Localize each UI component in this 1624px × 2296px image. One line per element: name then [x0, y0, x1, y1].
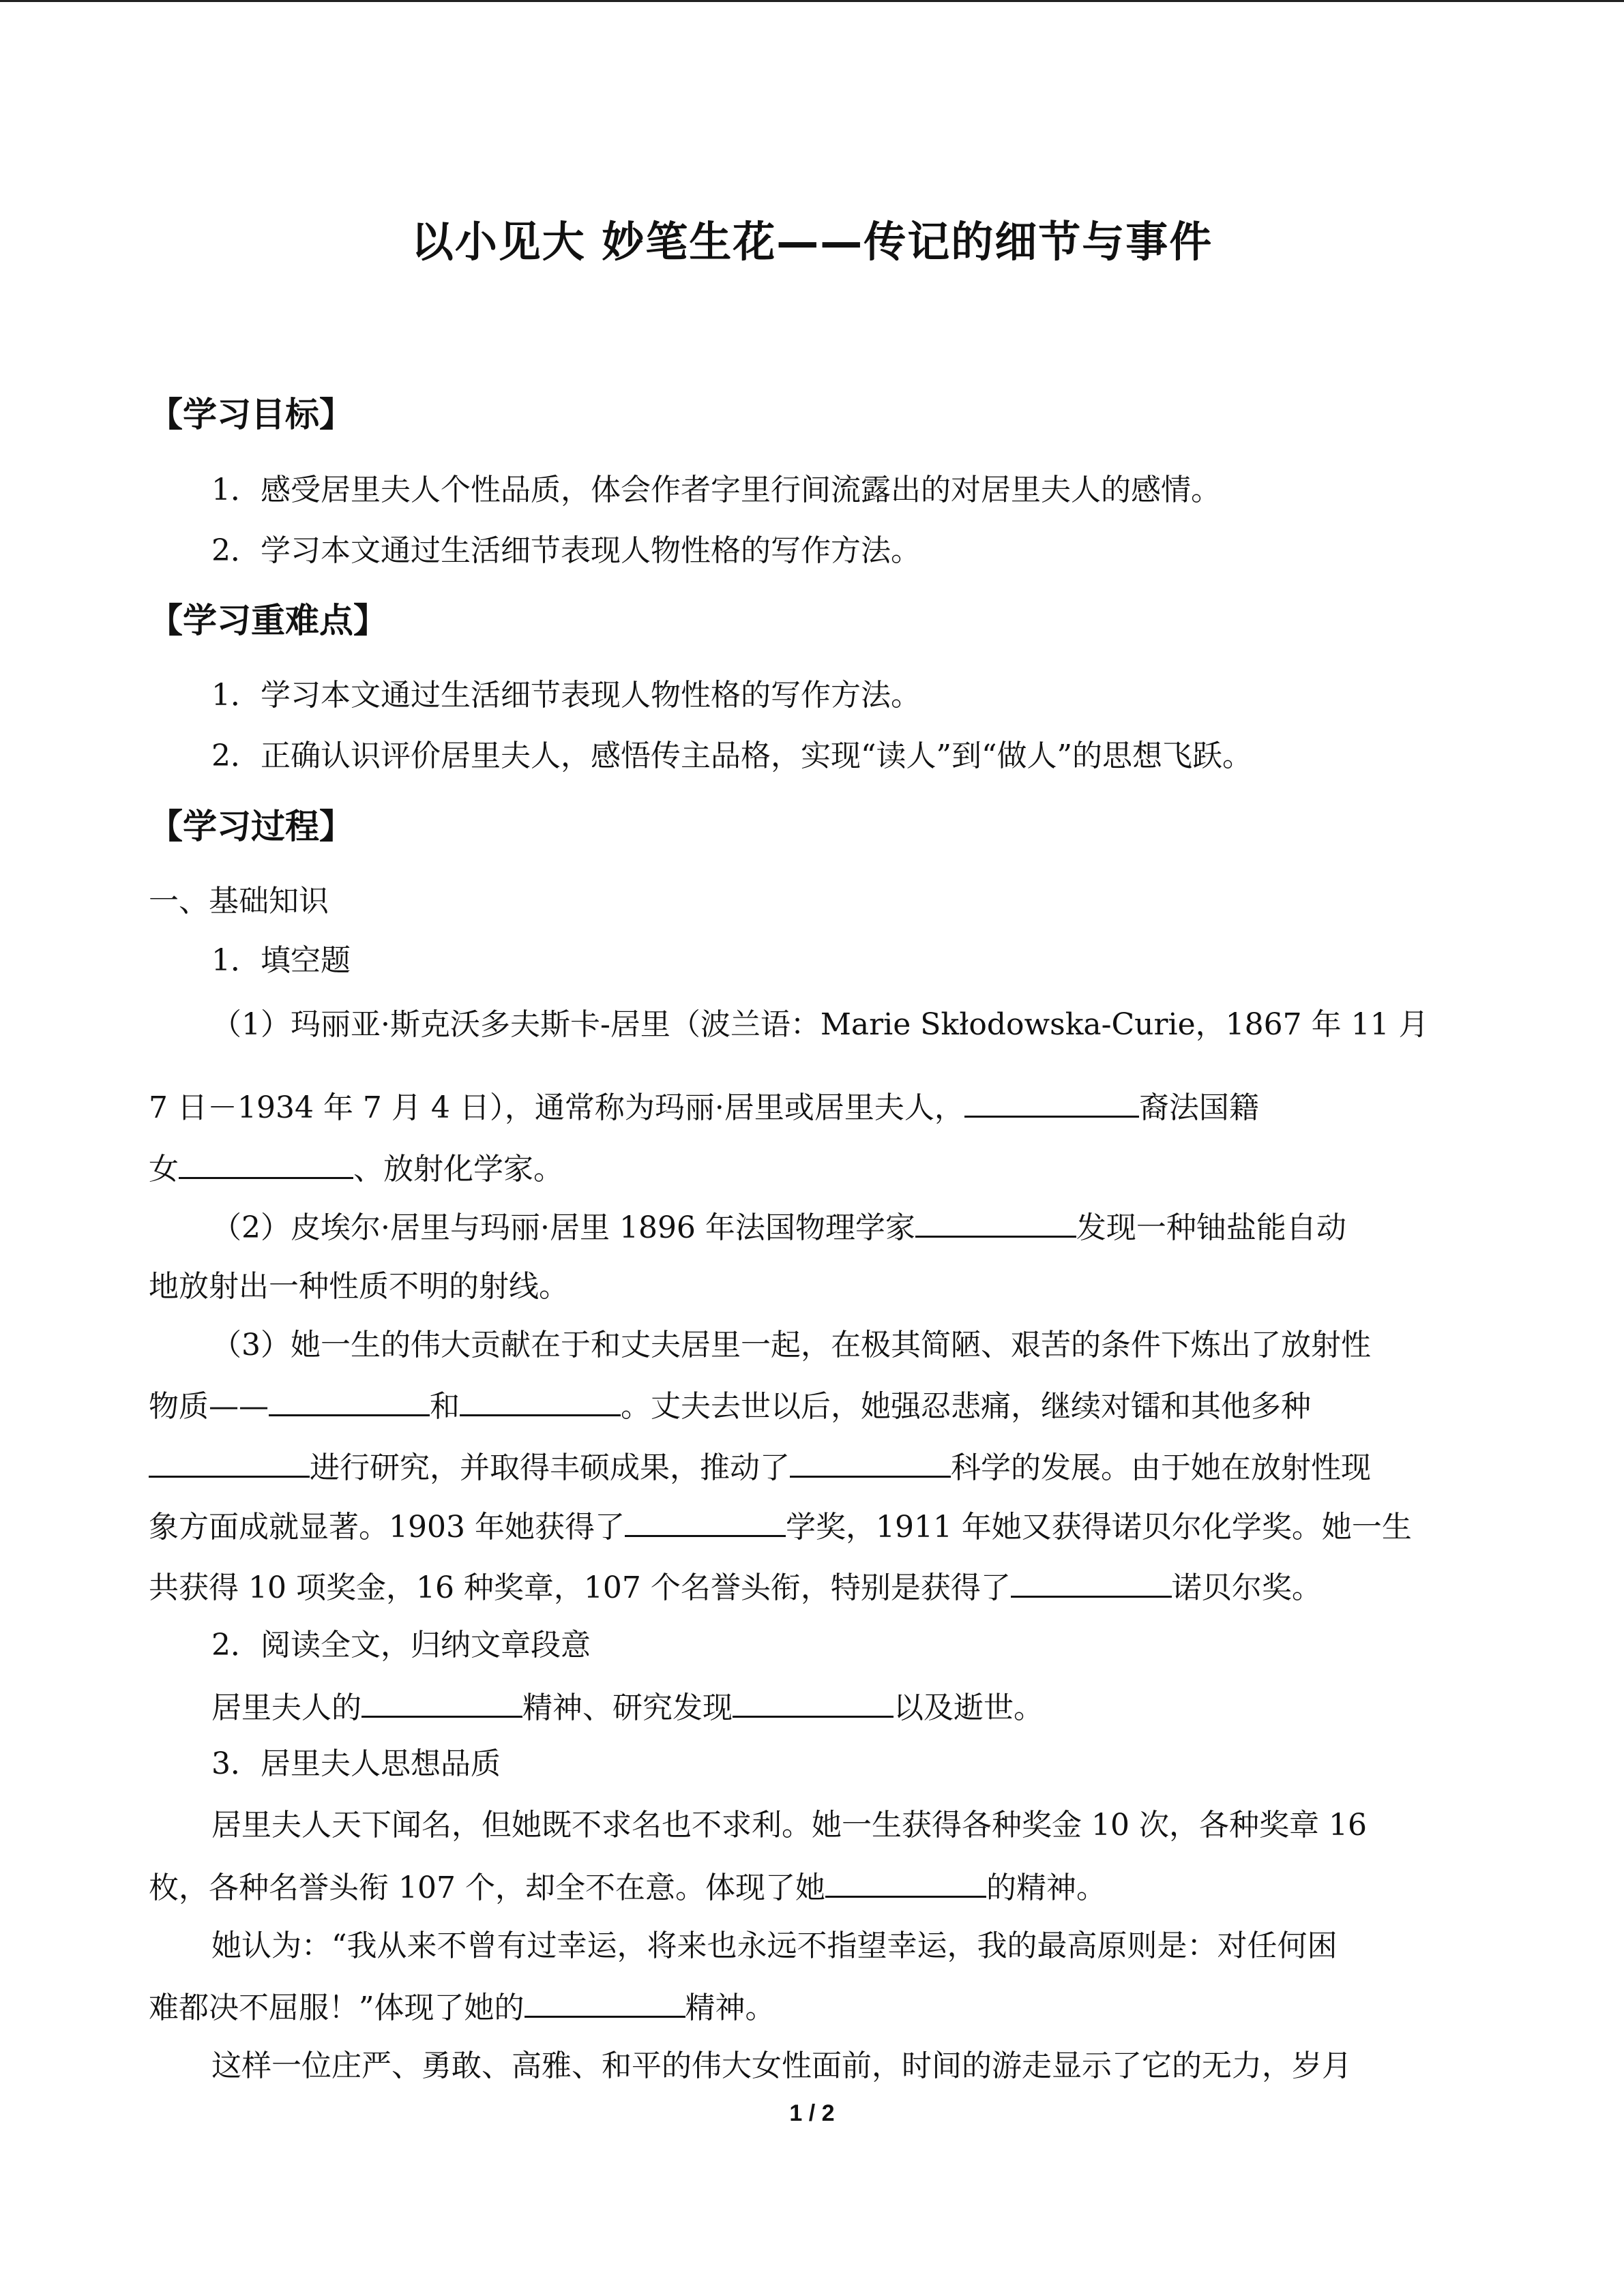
- answer-blank[interactable]: [625, 1510, 786, 1537]
- answer-blank[interactable]: [964, 1091, 1139, 1118]
- key-point-item: 1．学习本文通过生活细节表现人物性格的写作方法。: [211, 678, 921, 713]
- answer-blank[interactable]: [361, 1691, 522, 1718]
- goals-heading: 【学习目标】: [149, 395, 353, 434]
- answer-blank[interactable]: [733, 1691, 894, 1718]
- part-one-heading: 一、基础知识: [149, 884, 329, 919]
- answer-blank[interactable]: [525, 1991, 685, 2018]
- q3-line-b: 枚，各种名誉头衔 107 个，却全不在意。体现了她 的精神。: [149, 1870, 1106, 1905]
- answer-blank[interactable]: [1011, 1571, 1172, 1598]
- q1-3-line-c: 进行研究，并取得丰硕成果，推动了 科学的发展。由于她在放射性现: [149, 1451, 1371, 1483]
- q3-line-d: 难都决不屈服！”体现了她的 精神。: [149, 1991, 776, 2025]
- goal-item: 2．学习本文通过生活细节表现人物性格的写作方法。: [211, 533, 921, 568]
- q1-3-line-a: （3）她一生的伟大贡献在于和丈夫居里一起，在极其简陋、艰苦的条件下炼出了放射性: [211, 1328, 1371, 1362]
- top-border: [0, 0, 1624, 2]
- answer-blank[interactable]: [825, 1871, 986, 1898]
- question-2-title: 2．阅读全文，归纳文章段意: [211, 1628, 591, 1663]
- q1-1-line-a: （1）玛丽亚·斯克沃多夫斯卡-居里（波兰语：Marie Skłodowska-Curie，1867 年 11 月: [211, 1007, 1429, 1042]
- q1-3-line-b: 物质—— 和 。丈夫去世以后，她强忍悲痛，继续对镭和其他多种: [149, 1389, 1311, 1424]
- goal-item: 1．感受居里夫人个性品质，体会作者字里行间流露出的对居里夫人的感情。: [211, 473, 1221, 507]
- answer-blank[interactable]: [269, 1390, 430, 1416]
- answer-blank[interactable]: [149, 1451, 310, 1478]
- q1-3-line-e: 共获得 10 项奖金，16 种奖章，107 个名誉头衔，特别是获得了 诺贝尔奖。: [149, 1570, 1322, 1605]
- q1-3-line-d: 象方面成就显著。1903 年她获得了 学奖，1911 年她又获得诺贝尔化学奖。她一生: [149, 1510, 1412, 1545]
- process-heading: 【学习过程】: [149, 807, 353, 846]
- key-points-heading: 【学习重难点】: [149, 601, 387, 640]
- q3-line-a: 居里夫人天下闻名，但她既不求名也不求利。她一生获得各种奖金 10 次，各种奖章 16: [211, 1808, 1367, 1843]
- answer-blank[interactable]: [915, 1211, 1076, 1238]
- q1-1-line-c: 女 、放射化学家。: [149, 1152, 563, 1187]
- answer-blank[interactable]: [790, 1451, 951, 1478]
- page-number: 1 / 2: [789, 2100, 835, 2126]
- page-title: 以小见大 妙笔生花——传记的细节与事件: [411, 217, 1213, 267]
- question-3-title: 3．居里夫人思想品质: [211, 1746, 501, 1781]
- q1-2-line-a: （2）皮埃尔·居里与玛丽·居里 1896 年法国物理学家 发现一种铀盐能自动: [211, 1210, 1346, 1245]
- answer-blank[interactable]: [179, 1152, 353, 1179]
- q1-2-line-b: 地放射出一种性质不明的射线。: [149, 1269, 569, 1304]
- q3-line-e: 这样一位庄严、勇敢、高雅、和平的伟大女性面前，时间的游走显示了它的无力，岁月: [211, 2048, 1352, 2083]
- q2-line: 居里夫人的 精神、研究发现 以及逝世。: [211, 1690, 1044, 1725]
- answer-blank[interactable]: [460, 1390, 621, 1416]
- q3-line-c: 她认为：“我从来不曾有过幸运，将来也永远不指望幸运，我的最高原则是：对任何困: [211, 1928, 1338, 1963]
- key-point-item: 2．正确认识评价居里夫人，感悟传主品格，实现“读人”到“做人”的思想飞跃。: [211, 739, 1252, 773]
- q1-1-line-b: 7 日－1934 年 7 月 4 日），通常称为玛丽·居里或居里夫人， 裔法国籍: [149, 1090, 1259, 1125]
- question-1-title: 1．填空题: [211, 943, 351, 978]
